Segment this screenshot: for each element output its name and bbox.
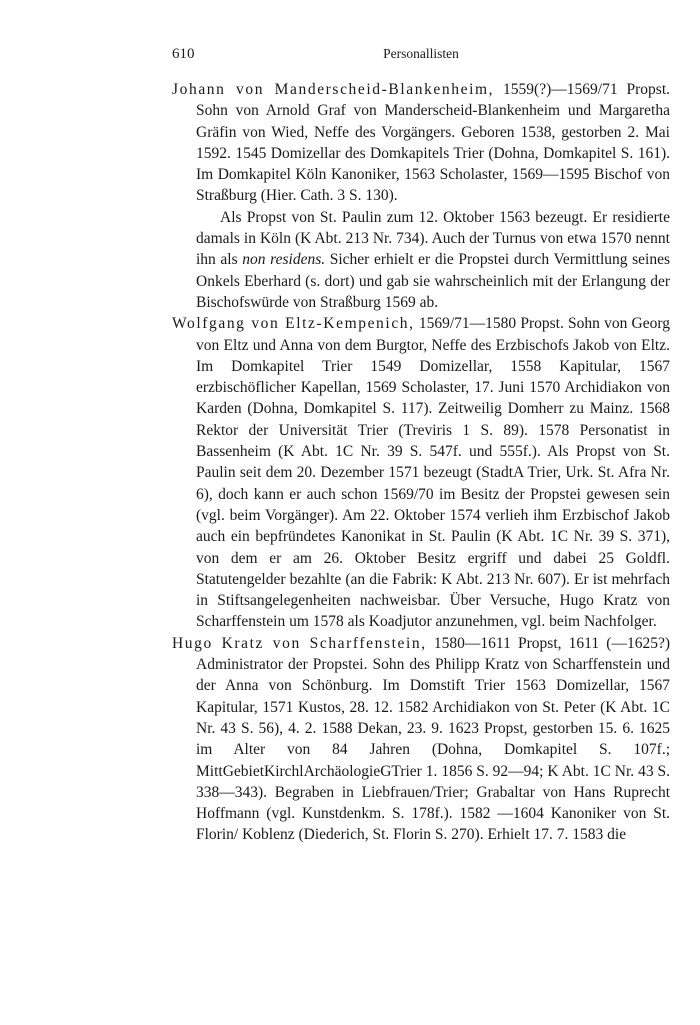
- paragraph-text: Sicher erhielt er die Propstei durch Vermittlung seines Onkels Eberhard (s. dort) und gab sie wahrscheinlich mit der Erlangung der Bischofswürde von Straßburg 1569 ab.: [196, 251, 671, 311]
- running-head: Personallisten: [383, 46, 459, 61]
- page-number: 610: [172, 46, 195, 62]
- entry-name: Johann von Manderscheid-Blankenheim,: [172, 81, 495, 98]
- entry-hugo: [172, 633, 670, 846]
- entry-paragraph: [172, 207, 670, 313]
- entry-text: 1569/71—1580 Propst. Sohn von Georg von Eltz und Anna von dem Burgtor, Neffe des Erzbischofs Jakob von Eltz. Im Domkapitel Trier 1549 Domizellar, 1558 Kapitular, 1567 erzbischöflicher Kapellan, 1569 Scholaster, 17. Juni 1570 Archidiakon von Karden (Dohna, Domkapitel S. 117). Zeitweilig Domherr zu Mainz. 1568 Rektor der Universität Trier (Treviris 1 S. 89). 1578 Personatist in Bassenheim (K Abt. 1C Nr. 39 S. 547f. und 555f.). Als Propst von St. Paulin seit dem 20. Dezember 1571 bezeugt (StadtA Trier, Urk. St. Afra Nr. 6), doch kann er auch schon 1569/70 im Besitz der Propstei gewesen sein (vgl. beim Vorgänger). Am 22. Oktober 1574 verlieh ihm Erzbischof Jakob auch ein bepfründetes Kanonikat in St. Paulin (K Abt. 1C Nr. 39 S. 371), von dem er am 26. Oktober Besitz ergriff und dabei 25 Goldfl. Statutengelder bezahlte (an die Fabrik: K Abt. 213 Nr. 607). Er ist mehrfach in Stiftsangelegenheiten nachweisbar. Über Versuche, Hugo Kratz von Scharffenstein um 1578 als Koadjutor anzunehmen, vgl. beim Nachfolger.: [196, 315, 670, 631]
- entry-name: Wolfgang von Eltz-Kempenich,: [172, 315, 415, 333]
- italic-phrase: non residens.: [242, 251, 326, 269]
- entry-name: Hugo Kratz von Scharffenstein,: [172, 634, 427, 652]
- entry-text: 1580—1611 Propst, 1611 (—1625?) Administrator der Propstei. Sohn des Philipp Kratz von Scharffenstein und der Anna von Schönburg. Im Domstift Trier 1563 Domizellar, 1567 Kapitular, 1571 Kustos, 28. 12. 1582 Archidiakon von St. Peter (K Abt. 1C Nr. 43 S. 56), 4. 2. 1588 Dekan, 23. 9. 1623 Propst, gestorben 15. 6. 1625 im Alter von 84 Jahren (Dohna, Domkapitel S. 107f.; MittGebietKirchlArchäologieGTrier 1. 1856 S. 92—94; K Abt. 1C Nr. 43 S. 338—343). Begraben in Liebfrauen/Trier; Grabaltar von Hans Ruprecht Hoffmann (vgl. Kunstdenkm. S. 178f.). 1582 —1604 Kanoniker von St. Florin/ Koblenz (Diederich, St. Florin S. 270). Erhielt 17. 7. 1583 die: [196, 634, 670, 844]
- page-body: [172, 79, 670, 846]
- entry-wolfgang: [172, 313, 670, 632]
- paragraph-text: Als Propst von St. Paulin zum 12. Oktober 1563 bezeugt. Er residierte damals in Köln (K Abt. 213 Nr. 734). Auch der Turnus von etwa 1570 nennt ihn als: [196, 208, 670, 269]
- entry-text: 1559(?)—1569/71 Propst. Sohn von Arnold Graf von Manderscheid-Blankenheim und Margaretha Gräfin von Wied, Neffe des Vorgängers. Geboren 1538, gestorben 2. Mai 1592. 1545 Domizellar des Domkapitels Trier (Dohna, Domkapitel S. 161). Im Domkapitel Köln Kanoniker, 1563 Scholaster, 1569—1595 Bischof von Straßburg (Hier. Cath. 3 S. 130).: [196, 81, 670, 205]
- page-header: [172, 46, 670, 68]
- entry-johann: [172, 79, 670, 207]
